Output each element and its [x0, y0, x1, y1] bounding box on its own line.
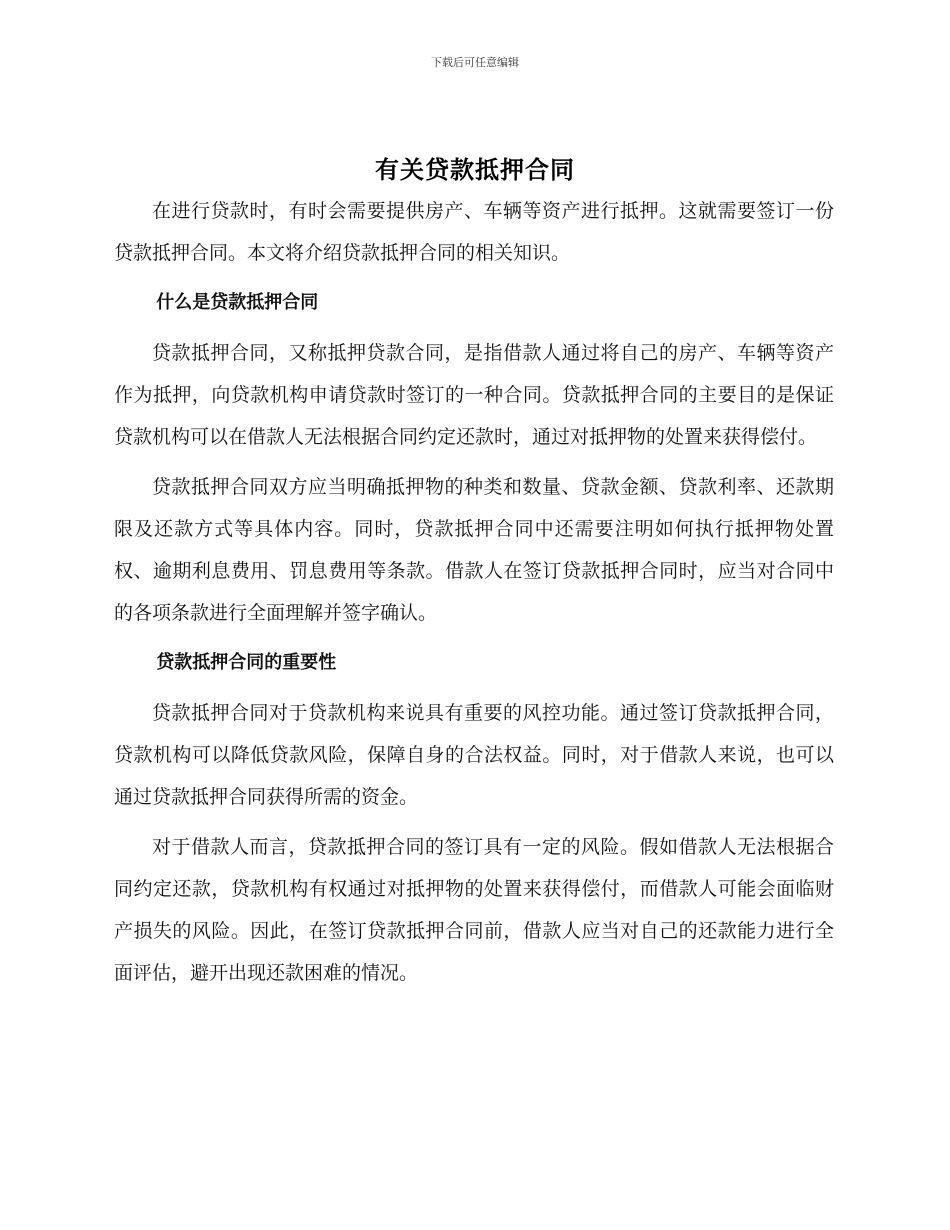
intro-paragraph: 在进行贷款时，有时会需要提供房产、车辆等资产进行抵押。这就需要签订一份贷款抵押合同。本文将介绍贷款抵押合同的相关知识。: [114, 200, 834, 264]
document-title: 有关贷款抵押合同: [375, 156, 575, 184]
section-heading-importance: 贷款抵押合同的重要性: [156, 652, 337, 673]
section2-paragraph-1: 贷款抵押合同对于贷款机构来说具有重要的风控功能。通过签订贷款抵押合同，贷款机构可以降低贷款风险，保障自身的合法权益。同时，对于借款人来说，也可以通过贷款抵押合同获得所需的资金。: [114, 702, 834, 808]
section1-paragraph-2: 贷款抵押合同双方应当明确抵押物的种类和数量、贷款金额、贷款利率、还款期限及还款方式等具体内容。同时，贷款抵押合同中还需要注明如何执行抵押物处置权、逾期利息费用、罚息费用等条款。借款人在签订贷款抵押合同时，应当对合同中的各项条款进行全面理解并签字确认。: [114, 476, 834, 624]
section-heading-what-is: 什么是贷款抵押合同: [156, 292, 319, 313]
page-header-note: 下载后可任意编辑: [431, 56, 519, 69]
section1-paragraph-1: 贷款抵押合同，又称抵押贷款合同，是指借款人通过将自己的房产、车辆等资产作为抵押，向贷款机构申请贷款时签订的一种合同。贷款抵押合同的主要目的是保证贷款机构可以在借款人无法根据合同约定还款时，通过对抵押物的处置来获得偿付。: [114, 342, 834, 448]
section2-paragraph-2: 对于借款人而言，贷款抵押合同的签订具有一定的风险。假如借款人无法根据合同约定还款，贷款机构有权通过对抵押物的处置来获得偿付，而借款人可能会面临财产损失的风险。因此，在签订贷款抵押合同前，借款人应当对自己的还款能力进行全面评估，避开出现还款困难的情况。: [114, 836, 834, 984]
document-body: [114, 190, 834, 994]
